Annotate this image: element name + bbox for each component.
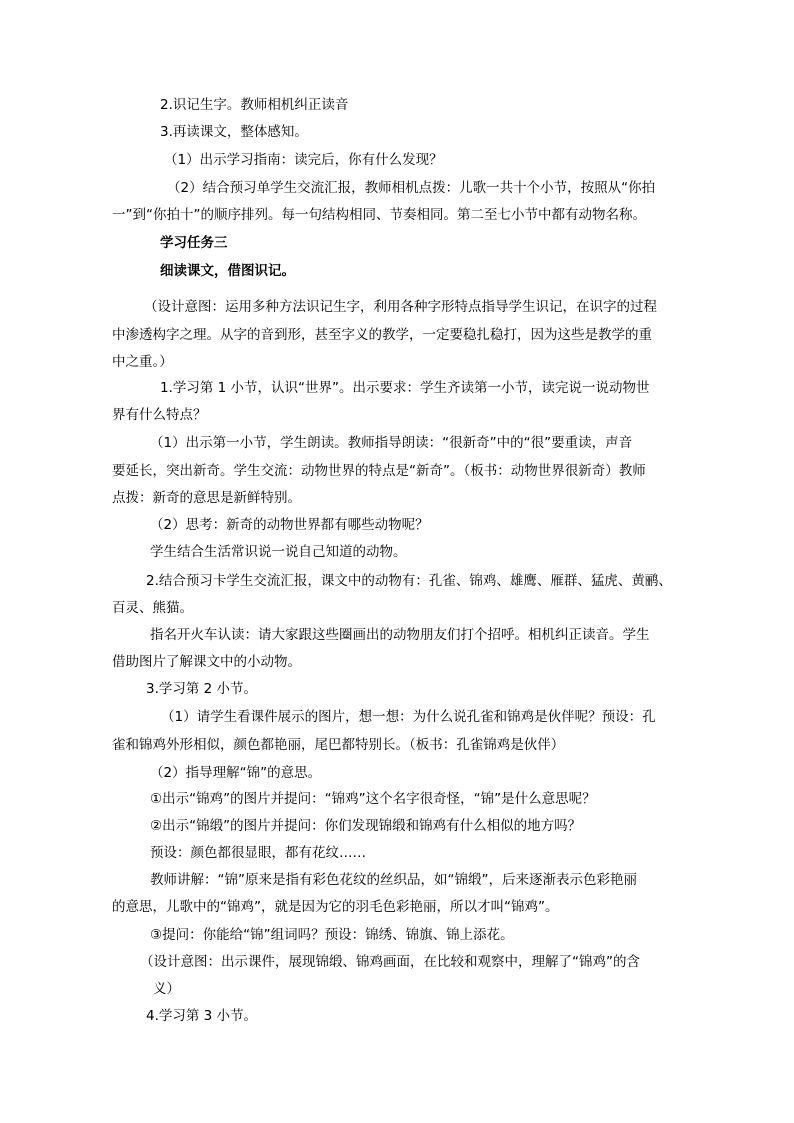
- paragraph-line: 3.学习第 2 小节。: [146, 681, 258, 697]
- paragraph-line: （设计意图：出示课件，展现锦缎、锦鸡画面，在比较和观察中，理解了“锦鸡”的含: [140, 954, 640, 970]
- paragraph-line: 3.再读课文，整体感知。: [160, 124, 308, 140]
- paragraph-line: 中之重。）: [112, 354, 173, 370]
- paragraph-line: （2）指导理解“锦”的意思。: [150, 765, 322, 781]
- paragraph-line: 指名开火车认读：请大家跟这些圈画出的动物朋友们打个招呼。相机纠正读音。学生: [150, 627, 650, 643]
- paragraph-line: 预设：颜色都很显眼，都有花纹……: [150, 845, 366, 861]
- paragraph-line: （2）结合预习单学生交流汇报，教师相机点拨：儿歌一共十个小节，按照从“你拍: [167, 180, 656, 196]
- paragraph-line: 界有什么特点？: [112, 407, 207, 423]
- section-subheading: 细读课文，借图识记。: [160, 263, 295, 279]
- paragraph-line: 的意思，儿歌中的“锦鸡”，就是因为它的羽毛色彩艳丽，所以才叫“锦鸡”。: [112, 899, 559, 915]
- paragraph-line: （设计意图：运用多种方法识记生字，利用各种字形特点指导学生识记，在识字的过程: [144, 299, 657, 315]
- paragraph-line: 百灵、熊猫。: [112, 600, 193, 616]
- paragraph-line: 要延长，突出新奇。学生交流：动物世界的特点是“新奇”。（板书：动物世界很新奇）教师: [112, 463, 646, 479]
- paragraph-line: 一”到“你拍十”的顺序排列。每一句结构相同、节奏相同。第二至七小节中都有动物名称。: [112, 207, 646, 223]
- paragraph-line: 2.结合预习卡学生交流汇报，课文中的动物有：孔雀、锦鸡、雄鹰、雁群、猛虎、黄鹂、: [146, 573, 672, 589]
- paragraph-line: （1）出示学习指南：读完后，你有什么发现？: [164, 152, 443, 168]
- paragraph-line: 雀和锦鸡外形相似，颜色都艳丽，尾巴都特别长。（板书：孔雀锦鸡是伙伴）: [112, 737, 565, 753]
- paragraph-line: ③提问：你能给“锦”组词吗？预设：锦绣、锦旗、锦上添花。: [150, 927, 514, 943]
- paragraph-line: （1）出示第一小节，学生朗读。教师指导朗读：“很新奇”中的“很”要重读，声音: [150, 435, 633, 451]
- paragraph-line: 1.学习第 1 小节，认识“世界”。出示要求：学生齐读第一小节，读完说一说动物世: [160, 380, 650, 396]
- paragraph-line: 2.识记生字。教师相机纠正读音: [160, 97, 349, 113]
- paragraph-line: 义）: [153, 981, 180, 997]
- paragraph-line: ①出示“锦鸡”的图片并提问：“锦鸡”这个名字很奇怪，“锦”是什么意思呢？: [150, 791, 596, 807]
- paragraph-line: 中渗透构字之理。从字的音到形，甚至字义的教学，一定要稳扎稳打，因为这些是教学的重: [112, 327, 652, 343]
- paragraph-line: 4.学习第 3 小节。: [146, 1008, 258, 1024]
- paragraph-line: 教师讲解：“锦”原来是指有彩色花纹的丝织品，如“锦缎”，后来逐渐表示色彩艳丽: [150, 872, 637, 888]
- paragraph-line: （1）请学生看课件展示的图片，想一想：为什么说孔雀和锦鸡是伙伴呢？预设：孔: [161, 709, 656, 725]
- section-heading: 学习任务三: [160, 235, 228, 251]
- paragraph-line: （2）思考：新奇的动物世界都有哪些动物呢？: [150, 517, 429, 533]
- paragraph-line: 学生结合生活常识说一说自己知道的动物。: [150, 544, 407, 560]
- paragraph-line: 借助图片了解课文中的小动物。: [112, 654, 301, 670]
- paragraph-line: ②出示“锦缎”的图片并提问：你们发现锦缎和锦鸡有什么相似的地方吗？: [150, 818, 582, 834]
- paragraph-line: 点拨：新奇的意思是新鲜特别。: [112, 490, 301, 506]
